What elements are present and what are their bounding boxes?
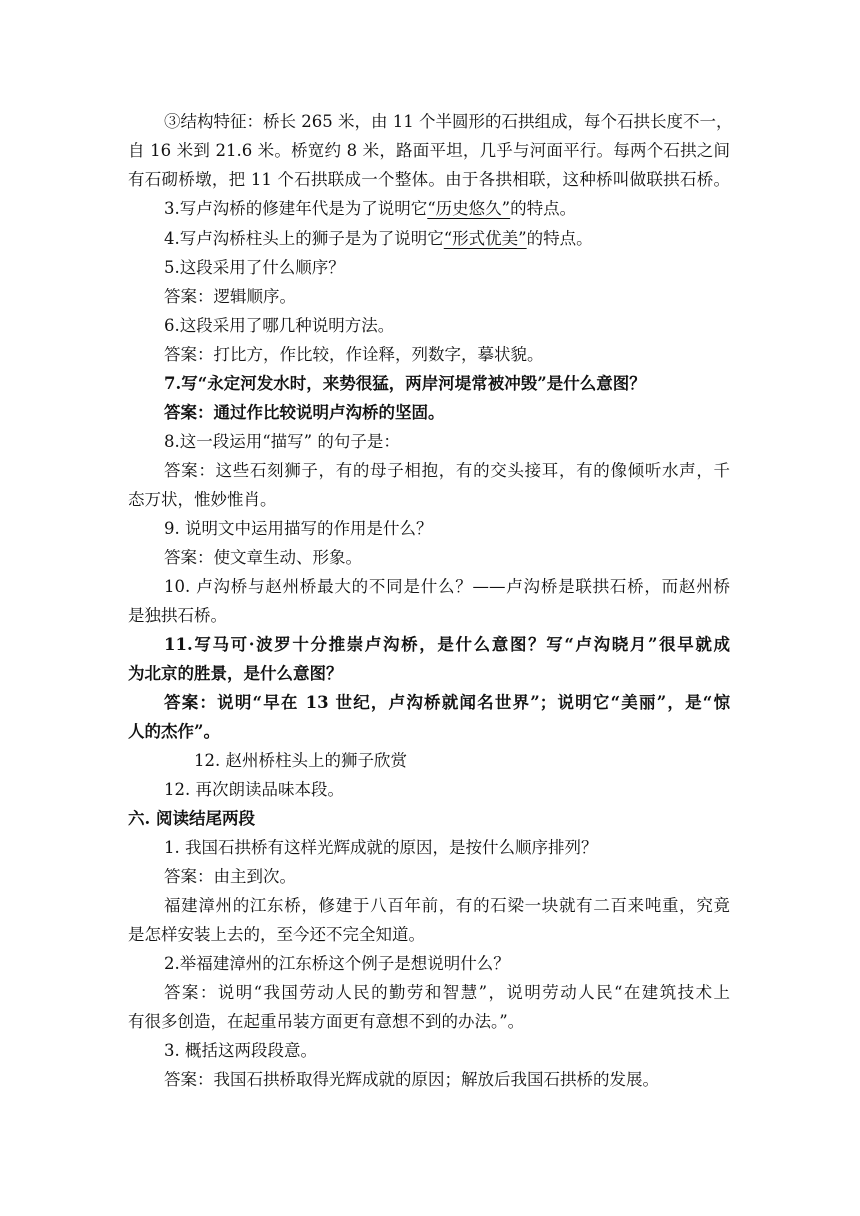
answer-line: 答案：使文章生动、形象。 (164, 548, 362, 567)
answer-line: 答案：我国石拱桥取得光辉成就的原因；解放后我国石拱桥的发展。 (164, 1070, 659, 1089)
question-line: 8.这一段运用“描写” 的句子是： (164, 432, 400, 451)
question-line: 10. 卢沟桥与赵州桥最大的不同是什么？——卢沟桥是联拱石桥，而赵州桥 (164, 577, 730, 596)
question-4 (164, 227, 593, 251)
text-line: ③结构特征：桥长 265 米，由 11 个半圆形的石拱组成，每个石拱长度不一， (164, 112, 733, 131)
answer-line: 答案：由主到次。 (164, 867, 296, 886)
underlined-answer: “形式优美” (443, 229, 527, 248)
question-line: 1. 我国石拱桥有这样光辉成就的原因，是按什么顺序排列？ (164, 838, 598, 857)
answer-line: 答案：打比方，作比较，作诠释，列数字，摹状貌。 (164, 345, 544, 364)
question-line: 是独拱石桥。 (128, 606, 227, 625)
question-text: 的特点。 (510, 199, 577, 218)
text-line: 12. 再次朗读品味本段。 (164, 780, 344, 799)
answer-line: 有很多创造，在起重吊装方面更有意想不到的办法。”。 (128, 1012, 525, 1031)
section-heading: 六. 阅读结尾两段 (128, 809, 255, 828)
answer-line-bold: 答案：说明“早在 13 世纪，卢沟桥就闻名世界”；说明它“美丽”，是“惊 (164, 693, 730, 712)
question-line: 9. 说明文中运用描写的作用是什么？ (164, 519, 433, 538)
question-line-bold: 为北京的胜景，是什么意图？ (128, 664, 343, 683)
answer-line: 态万状，惟妙惟肖。 (128, 490, 277, 509)
question-line: 3. 概括这两段段意。 (164, 1041, 317, 1060)
question-line: 5.这段采用了什么顺序？ (164, 258, 345, 277)
answer-line: 答案：说明“我国劳动人民的勤劳和智慧”，说明劳动人民“在建筑技术上 (164, 983, 730, 1002)
underlined-answer: “历史悠久” (427, 199, 511, 218)
text-line: 福建漳州的江东桥，修建于八百年前，有的石梁一块就有二百来吨重，究竟 (164, 896, 730, 915)
question-line: 6.这段采用了哪几种说明方法。 (164, 316, 395, 335)
question-3 (164, 197, 576, 221)
answer-line-bold: 人的杰作”。 (128, 722, 220, 741)
text-line: 有石砌桥墩，把 11 个石拱联成一个整体。由于各拱相联，这种桥叫做联拱石桥。 (128, 170, 730, 189)
question-text: 3.写卢沟桥的修建年代是为了说明它 (164, 199, 428, 218)
text-line: 12. 赵州桥柱头上的狮子欣赏 (194, 751, 407, 770)
text-line: 自 16 米到 21.6 米。桥宽约 8 米，路面平坦，几乎与河面平行。每两个石拱之间 (128, 141, 730, 160)
question-line-bold: 11.写马可·波罗十分推崇卢沟桥，是什么意图？写“卢沟晓月”很早就成 (164, 635, 730, 654)
text-line: 是怎样安装上去的，至今还不完全知道。 (128, 925, 425, 944)
question-line: 2.举福建漳州的江东桥这个例子是想说明什么？ (164, 954, 510, 973)
answer-line: 答案：这些石刻狮子，有的母子相抱，有的交头接耳，有的像倾听水声，千 (164, 461, 730, 480)
question-line-bold: 7.写“永定河发水时，来势很猛，两岸河堤常被冲毁”是什么意图？ (164, 374, 646, 393)
answer-line-bold: 答案：通过作比较说明卢沟桥的坚固。 (164, 403, 445, 422)
question-text: 4.写卢沟桥柱头上的狮子是为了说明它 (164, 229, 444, 248)
answer-line: 答案：逻辑顺序。 (164, 287, 296, 306)
question-text: 的特点。 (526, 229, 593, 248)
